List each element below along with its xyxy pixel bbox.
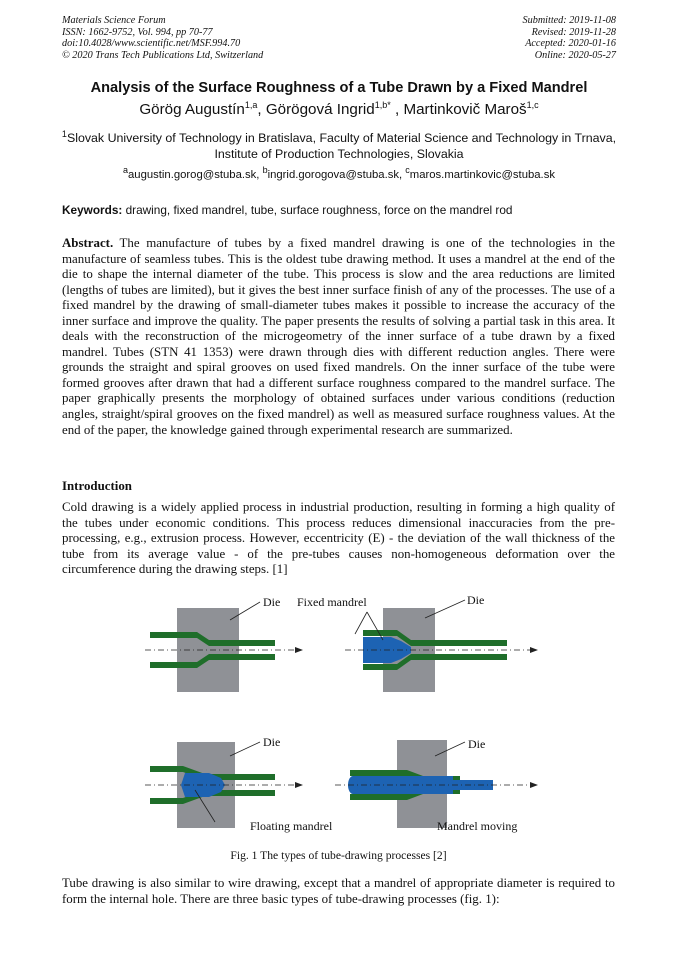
email-superscript: c [405,165,410,176]
keywords-text: drawing, fixed mandrel, tube, surface roughness, force on the mandrel rod [122,203,513,217]
direction-arrow [295,647,303,653]
online-date: Online: 2020-05-27 [534,49,616,61]
label-die: Die [467,593,485,607]
accepted-date: Accepted: 2020-01-16 [525,38,616,49]
email-address[interactable]: ingrid.gorogova@stuba.sk [267,169,400,181]
label-die: Die [468,737,486,751]
abstract-label: Abstract. [62,236,114,250]
body-paragraph: Tube drawing is also similar to wire drawing, except that a mandrel of appropriate diameter is required to form the internal hole. There are three basic types of tube-drawing processes (fig. 1): [62,876,615,906]
email-superscript: b [262,165,268,176]
header-left [62,15,263,61]
author-name: Görögová Ingrid [265,101,375,118]
issn: ISSN: 1662-9752, Vol. 994, pp 70-77 [62,26,213,38]
email-address[interactable]: augustin.gorog@stuba.sk [128,169,257,181]
author-name: Görög Augustín [139,101,245,118]
author-superscript: 1,a [244,99,258,110]
section-heading-introduction: Introduction [62,479,132,493]
doi: doi:10.4028/www.scientific.net/MSF.994.70 [62,38,241,49]
journal-name: Materials Science Forum [62,15,166,26]
keywords [62,203,618,217]
label-mandrel-moving: Mandrel moving [437,819,518,833]
abstract-text: The manufacture of tubes by a fixed mandrel drawing is one of the technologies in the manufacture of seamless tubes. This is the oldest tube drawing method. It uses a mandrel at the end of the die to shape the internal diameter of the tube. This process is slow and the area reductions are limited (lengths of tubes are limited), but it gives the best inner surface finish of any of the processes. The use of a fixed mandrel by the drawing of small-diameter tubes makes it possible to increase the accuracy of the inner surface and improve the quality. The paper presents the results of solving a partial task in this area. It deals with the reconstruction of the microgeometry of the inner surface of a tube drawn by a fixed mandrel. Tubes (STN 41 1353) were drawn through dies with different reduction angles. There were grounds the straight and spiral grooves on used fixed mandrels. On the inner surface of the tube were formed grooves after drawn that had a different surface roughness compared to the mandrel surface. The paper graphically presents the morphology of obtained surfaces under various conditions (reduction angles, straight/spiral grooves on the fixed mandrel) as well as measured surface roughness values. At the end of the paper, the knowledge gained through experimental research are summarized. [62,236,615,437]
revised-date: Revised: 2019-11-28 [531,26,616,38]
panel-plain-drawing [145,602,303,692]
author-list: Görög Augustín$^{1,a}$, Görögová Ingrid$^{1,b*}$ , Martinkovič Maroš$^{1,c}$ [139,99,539,118]
affiliation [60,128,618,162]
direction-arrow [530,782,538,788]
panel-floating-mandrel [145,742,303,828]
paper-title: Analysis of the Surface Roughness of a Tube Drawn by a Fixed Mandrel [90,80,588,96]
keywords-label: Keywords: [62,203,123,217]
email-address[interactable]: maros.martinkovic@stuba.sk [409,169,555,181]
author-name: Martinkovič Maroš [403,101,527,118]
email-superscript: a [122,165,128,176]
copyright: © 2020 Trans Tech Publications Ltd, Switzerland [62,49,264,61]
panel-mandrel-moving [335,740,538,828]
figure-caption: Fig. 1 The types of tube-drawing processes [2] [230,849,447,862]
affiliation-superscript: 1 [61,128,67,139]
panel-fixed-mandrel [345,600,538,692]
direction-arrow [530,647,538,653]
direction-arrow [295,782,303,788]
affiliation-text: Slovak University of Technology in Bratislava, Faculty of Material Science and Technology in Trnava, Institute of Production Technologies, Slovakia [66,131,617,161]
submitted-date: Submitted: 2019-11-08 [522,15,616,26]
label-die: Die [263,595,281,609]
author-superscript: 1,b* [374,99,391,110]
email-list: $^a$augustin.gorog@stuba.sk, $^b$ingrid.gorogova@stuba.sk, $^c$maros.martinkovic@stuba.sk [122,165,555,181]
label-floating-mandrel: Floating mandrel [250,819,333,833]
label-die: Die [263,735,281,749]
header-right [523,15,616,61]
label-fixed-mandrel: Fixed mandrel [297,595,367,609]
tube-drawing-figure [135,590,545,835]
author-superscript: 1,c [526,99,539,110]
introduction-paragraph: Cold drawing is a widely applied process in industrial production, resulting in forming a high quality of the tubes under economic conditions. This process reduces dimensional inaccuracies from the pre-processing, e.g., extrusion process. However, eccentricity (E) - the deviation of the wall thickness of the tube from its average value - of the pre-tubes causes non-homogeneous deformation over the circumference during the drawing steps. [1] [62,500,615,577]
abstract [62,236,615,438]
